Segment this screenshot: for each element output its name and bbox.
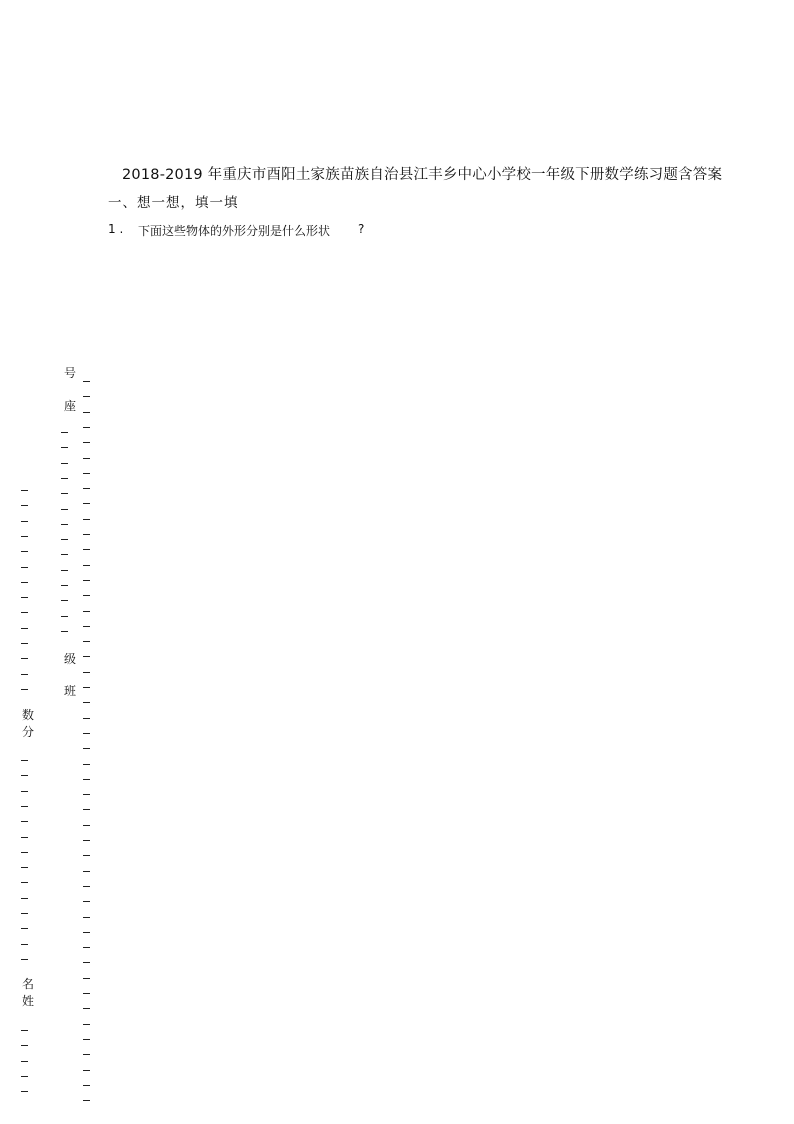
class-label-char-2: 班: [64, 684, 77, 698]
binding-dash: [21, 597, 28, 598]
binding-dash: [21, 490, 28, 491]
binding-dash: [21, 867, 28, 868]
binding-dash: [83, 641, 90, 642]
binding-dash: [83, 702, 90, 703]
binding-line-middle: [61, 0, 70, 1124]
binding-dash: [21, 536, 28, 537]
binding-dash: [61, 463, 68, 464]
binding-dash: [21, 658, 28, 659]
binding-dash: [83, 626, 90, 627]
document-title: 2018-2019 年重庆市酉阳土家族苗族自治县江丰乡中心小学校一年级下册数学练习题含答案: [122, 167, 723, 183]
binding-dash: [21, 928, 28, 929]
question-number: 1 .: [108, 222, 124, 236]
binding-dash: [83, 1054, 90, 1055]
binding-dash: [83, 825, 90, 826]
binding-dash: [83, 442, 90, 443]
binding-dash: [83, 687, 90, 688]
binding-dash: [21, 760, 28, 761]
binding-dash: [21, 806, 28, 807]
binding-dash: [21, 944, 28, 945]
binding-dash: [83, 1085, 90, 1086]
binding-dash: [21, 567, 28, 568]
name-label-char-2: 姓: [22, 994, 35, 1008]
section-heading: 一、想一想，填一填: [108, 195, 239, 211]
binding-dash: [61, 478, 68, 479]
binding-dash: [83, 549, 90, 550]
binding-dash: [61, 600, 68, 601]
binding-dash: [83, 840, 90, 841]
binding-dash: [83, 580, 90, 581]
binding-dash: [83, 519, 90, 520]
binding-dash: [21, 1045, 28, 1046]
question-mark: ?: [358, 222, 365, 236]
binding-dash: [83, 534, 90, 535]
binding-dash: [61, 631, 68, 632]
binding-dash: [83, 871, 90, 872]
binding-dash: [61, 432, 68, 433]
binding-dash: [83, 656, 90, 657]
binding-dash: [61, 493, 68, 494]
binding-dash: [83, 1100, 90, 1101]
binding-dash: [21, 521, 28, 522]
binding-dash: [21, 612, 28, 613]
binding-dash: [21, 882, 28, 883]
score-label-char-1: 数: [22, 708, 35, 722]
binding-dash: [21, 898, 28, 899]
binding-dash: [21, 791, 28, 792]
binding-dash: [83, 886, 90, 887]
question-text: 下面这些物体的外形分别是什么形状: [138, 224, 331, 238]
binding-dash: [61, 554, 68, 555]
binding-dash: [21, 643, 28, 644]
binding-dash: [61, 524, 68, 525]
binding-dash: [83, 855, 90, 856]
binding-dash: [83, 473, 90, 474]
binding-dash: [83, 932, 90, 933]
binding-dash: [83, 917, 90, 918]
binding-dash: [61, 616, 68, 617]
binding-dash: [83, 718, 90, 719]
binding-dash: [83, 396, 90, 397]
binding-dash: [21, 505, 28, 506]
binding-dash: [21, 628, 28, 629]
binding-dash: [83, 1039, 90, 1040]
name-label-char-1: 名: [22, 977, 35, 991]
binding-dash: [83, 733, 90, 734]
binding-dash: [21, 837, 28, 838]
binding-dash: [61, 585, 68, 586]
binding-dash: [21, 674, 28, 675]
seat-number-label-char-1: 号: [64, 366, 77, 380]
binding-dash: [21, 775, 28, 776]
binding-dash: [83, 427, 90, 428]
binding-dash: [83, 595, 90, 596]
binding-dash: [83, 611, 90, 612]
binding-dash: [21, 852, 28, 853]
binding-dash: [83, 565, 90, 566]
binding-dash: [21, 1076, 28, 1077]
binding-dash: [83, 779, 90, 780]
binding-dash: [21, 582, 28, 583]
binding-dash: [21, 959, 28, 960]
binding-dash: [21, 1061, 28, 1062]
binding-line-right: [83, 0, 92, 1124]
binding-dash: [83, 1024, 90, 1025]
binding-dash: [21, 689, 28, 690]
binding-dash: [83, 947, 90, 948]
binding-dash: [83, 1008, 90, 1009]
binding-dash: [83, 809, 90, 810]
binding-dash: [83, 1070, 90, 1071]
binding-dash: [83, 672, 90, 673]
binding-dash: [61, 539, 68, 540]
class-label-char-1: 级: [64, 652, 77, 666]
binding-dash: [83, 748, 90, 749]
binding-dash: [61, 447, 68, 448]
binding-dash: [83, 412, 90, 413]
binding-dash: [83, 764, 90, 765]
binding-dash: [83, 503, 90, 504]
score-label-char-2: 分: [22, 725, 35, 739]
binding-dash: [83, 993, 90, 994]
binding-dash: [21, 1030, 28, 1031]
binding-dash: [83, 458, 90, 459]
binding-dash: [61, 570, 68, 571]
binding-dash: [21, 821, 28, 822]
binding-dash: [61, 509, 68, 510]
binding-dash: [83, 978, 90, 979]
binding-dash: [83, 794, 90, 795]
binding-line-left: [21, 0, 30, 1124]
binding-dash: [83, 901, 90, 902]
binding-dash: [83, 381, 90, 382]
binding-dash: [21, 1091, 28, 1092]
binding-dash: [21, 551, 28, 552]
binding-dash: [21, 913, 28, 914]
seat-number-label-char-2: 座: [64, 399, 77, 413]
binding-dash: [83, 962, 90, 963]
binding-dash: [83, 488, 90, 489]
